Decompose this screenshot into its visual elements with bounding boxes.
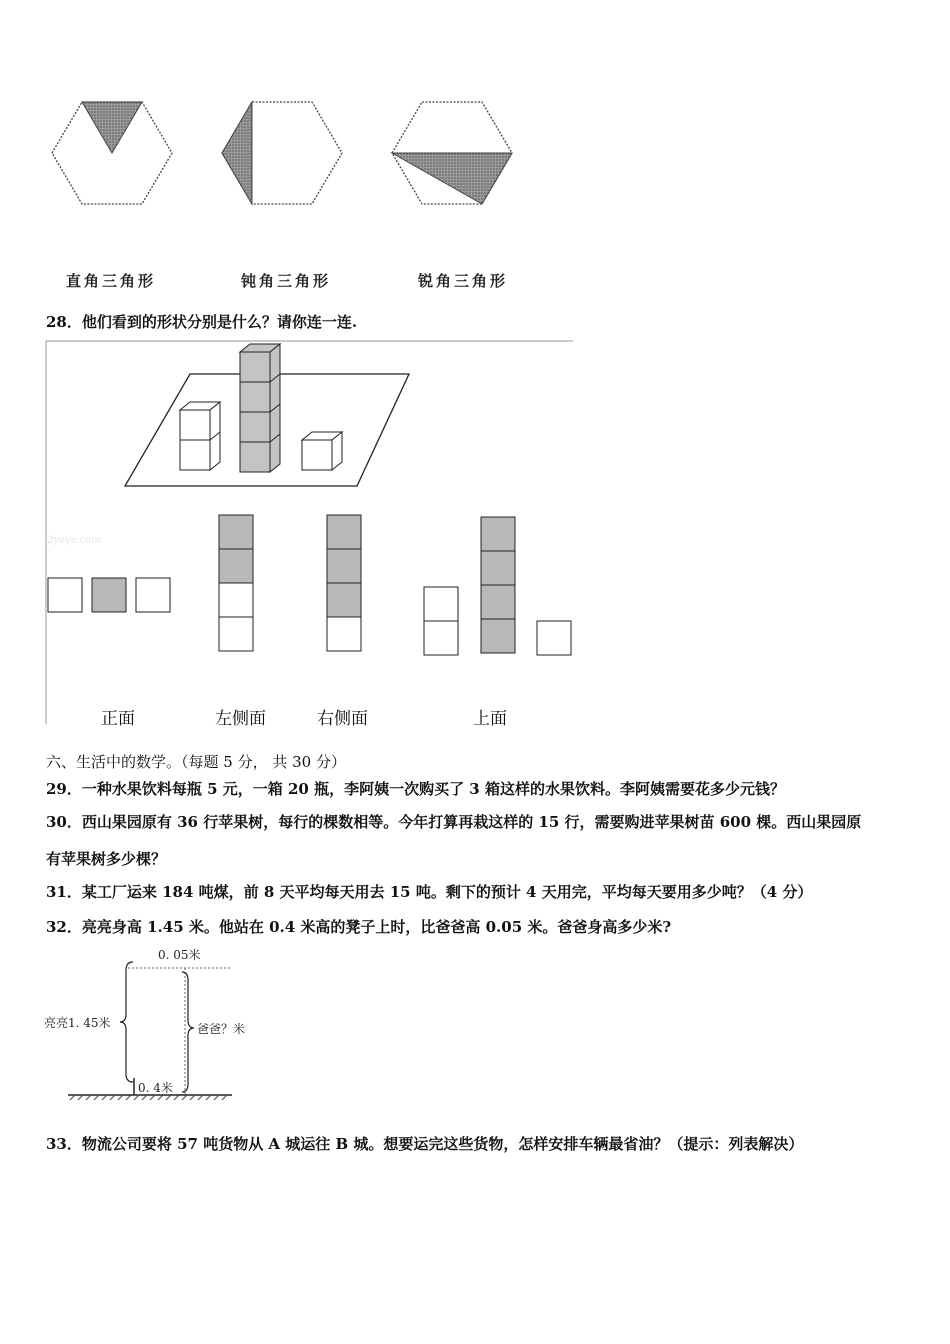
view-left [219,515,253,651]
hexagon-label-obtuse: 钝角三角形 [241,272,332,290]
view-label-front: 正面 [101,709,135,729]
hexagon-acute-triangle [392,102,512,204]
label-dad: 爸爸？米 [197,1022,246,1036]
hexagon-label-right: 直角三角形 [66,272,157,290]
height-diagram [40,942,246,1107]
hexagon-figures [40,90,540,215]
hexagon-obtuse-triangle [222,102,342,204]
question-29: 29．一种水果饮料每瓶 5 元，一箱 20 瓶，李阿姨一次购买了 3 箱这样的水果饮料。李阿姨需要花多少元钱？ [46,780,785,798]
view-label-left: 左侧面 [215,709,266,729]
label-liangliang: 亮亮1. 45米 [44,1016,111,1030]
question-30-line2: 有苹果树多少棵？ [46,850,167,868]
hexagon-right-triangle [52,102,172,204]
view-label-top: 上面 [473,709,507,729]
cube-stack-two [180,402,220,470]
watermark: 2yeye.com [47,535,101,546]
view-label-right: 右侧面 [317,709,368,729]
view-right [327,515,361,651]
question-33: 33．物流公司要将 57 吨货物从 A 城运往 B 城。想要运完这些货物，怎样安排车辆最省油？（提示：列表解决） [46,1135,804,1153]
view-front [48,578,170,612]
cube-views-figure [45,340,575,725]
cube-stack-four [240,344,280,472]
cube-single [302,432,342,470]
label-difference: 0. 05米 [158,948,201,962]
view-top [424,517,571,655]
question-32: 32．亮亮身高 1.45 米。他站在 0.4 米高的凳子上时，比爸爸高 0.05 米。爸爸身高多少米? [46,918,672,936]
section-6-title: 六、生活中的数学。（每题 5 分， 共 30 分） [46,753,346,771]
question-28: 28．他们看到的形状分别是什么？请你连一连. [46,313,358,331]
question-31: 31．某工厂运来 184 吨煤，前 8 天平均每天用去 15 吨。剩下的预计 4 天用完，平均每天要用多少吨？（4 分） [46,883,813,901]
label-stool: 0. 4米 [138,1081,173,1095]
hexagon-label-acute: 锐角三角形 [418,272,509,290]
question-30-line1: 30．西山果园原有 36 行苹果树，每行的棵数相等。今年打算再栽这样的 15 行，需要购进苹果树苗 600 棵。西山果园原 [46,813,862,831]
